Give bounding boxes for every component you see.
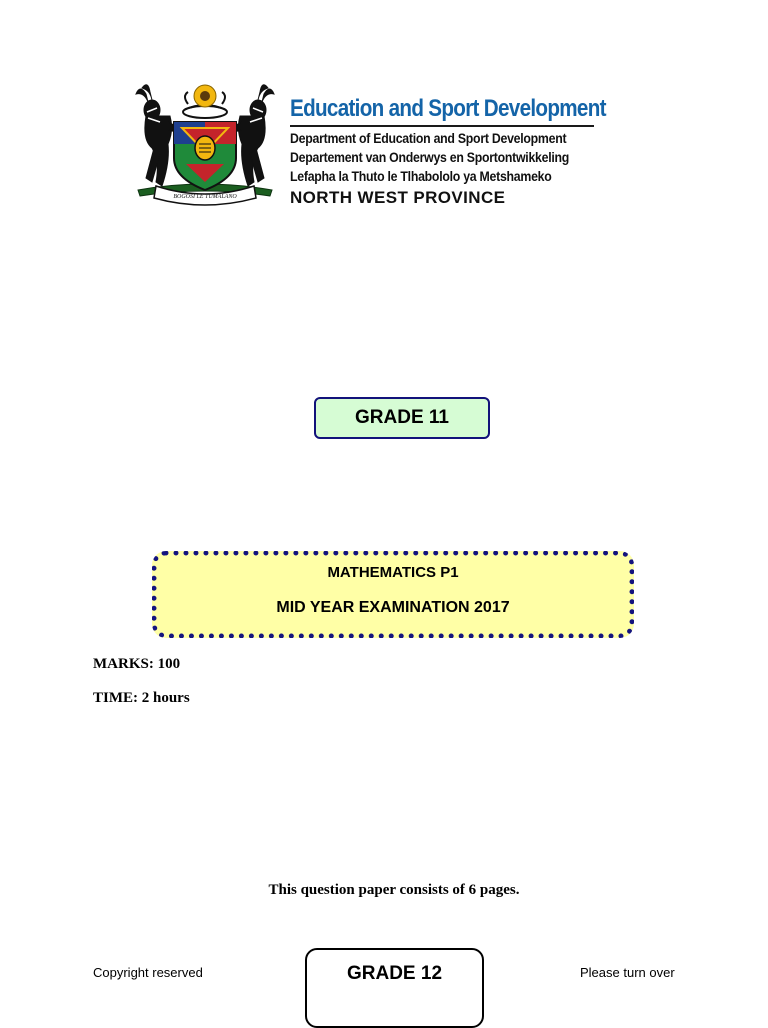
subject-box <box>152 551 634 638</box>
department-line-english: Department of Education and Sport Development <box>290 130 567 146</box>
department-header <box>290 94 610 209</box>
header-divider <box>290 125 594 127</box>
department-title: Education and Sport Development <box>290 95 606 122</box>
footer-grade-box: GRADE 12 <box>305 948 484 1028</box>
copyright-text: Copyright reserved <box>93 965 203 980</box>
page-count-note: This question paper consists of 6 pages. <box>268 882 520 898</box>
department-line-afrikaans: Departement van Onderwys en Sportontwikkeling <box>290 149 570 165</box>
turn-over-text: Please turn over <box>580 965 675 980</box>
exam-title: MID YEAR EXAMINATION 2017 <box>276 599 510 616</box>
marks-text: MARKS: 100 <box>93 656 181 672</box>
sunflower-icon <box>194 85 216 107</box>
subject-title: MATHEMATICS P1 <box>327 564 459 581</box>
grade-label-box: GRADE 11 <box>314 397 490 439</box>
time-text: TIME: 2 hours <box>93 690 190 706</box>
province-name: NORTH WEST PROVINCE <box>290 188 506 207</box>
coat-of-arms-logo <box>132 82 278 212</box>
motto-text: BOGOSI LE TUMALANO <box>173 194 237 200</box>
department-line-setswana: Lefapha la Thuto le Tlhabololo ya Metshameko <box>290 168 552 184</box>
